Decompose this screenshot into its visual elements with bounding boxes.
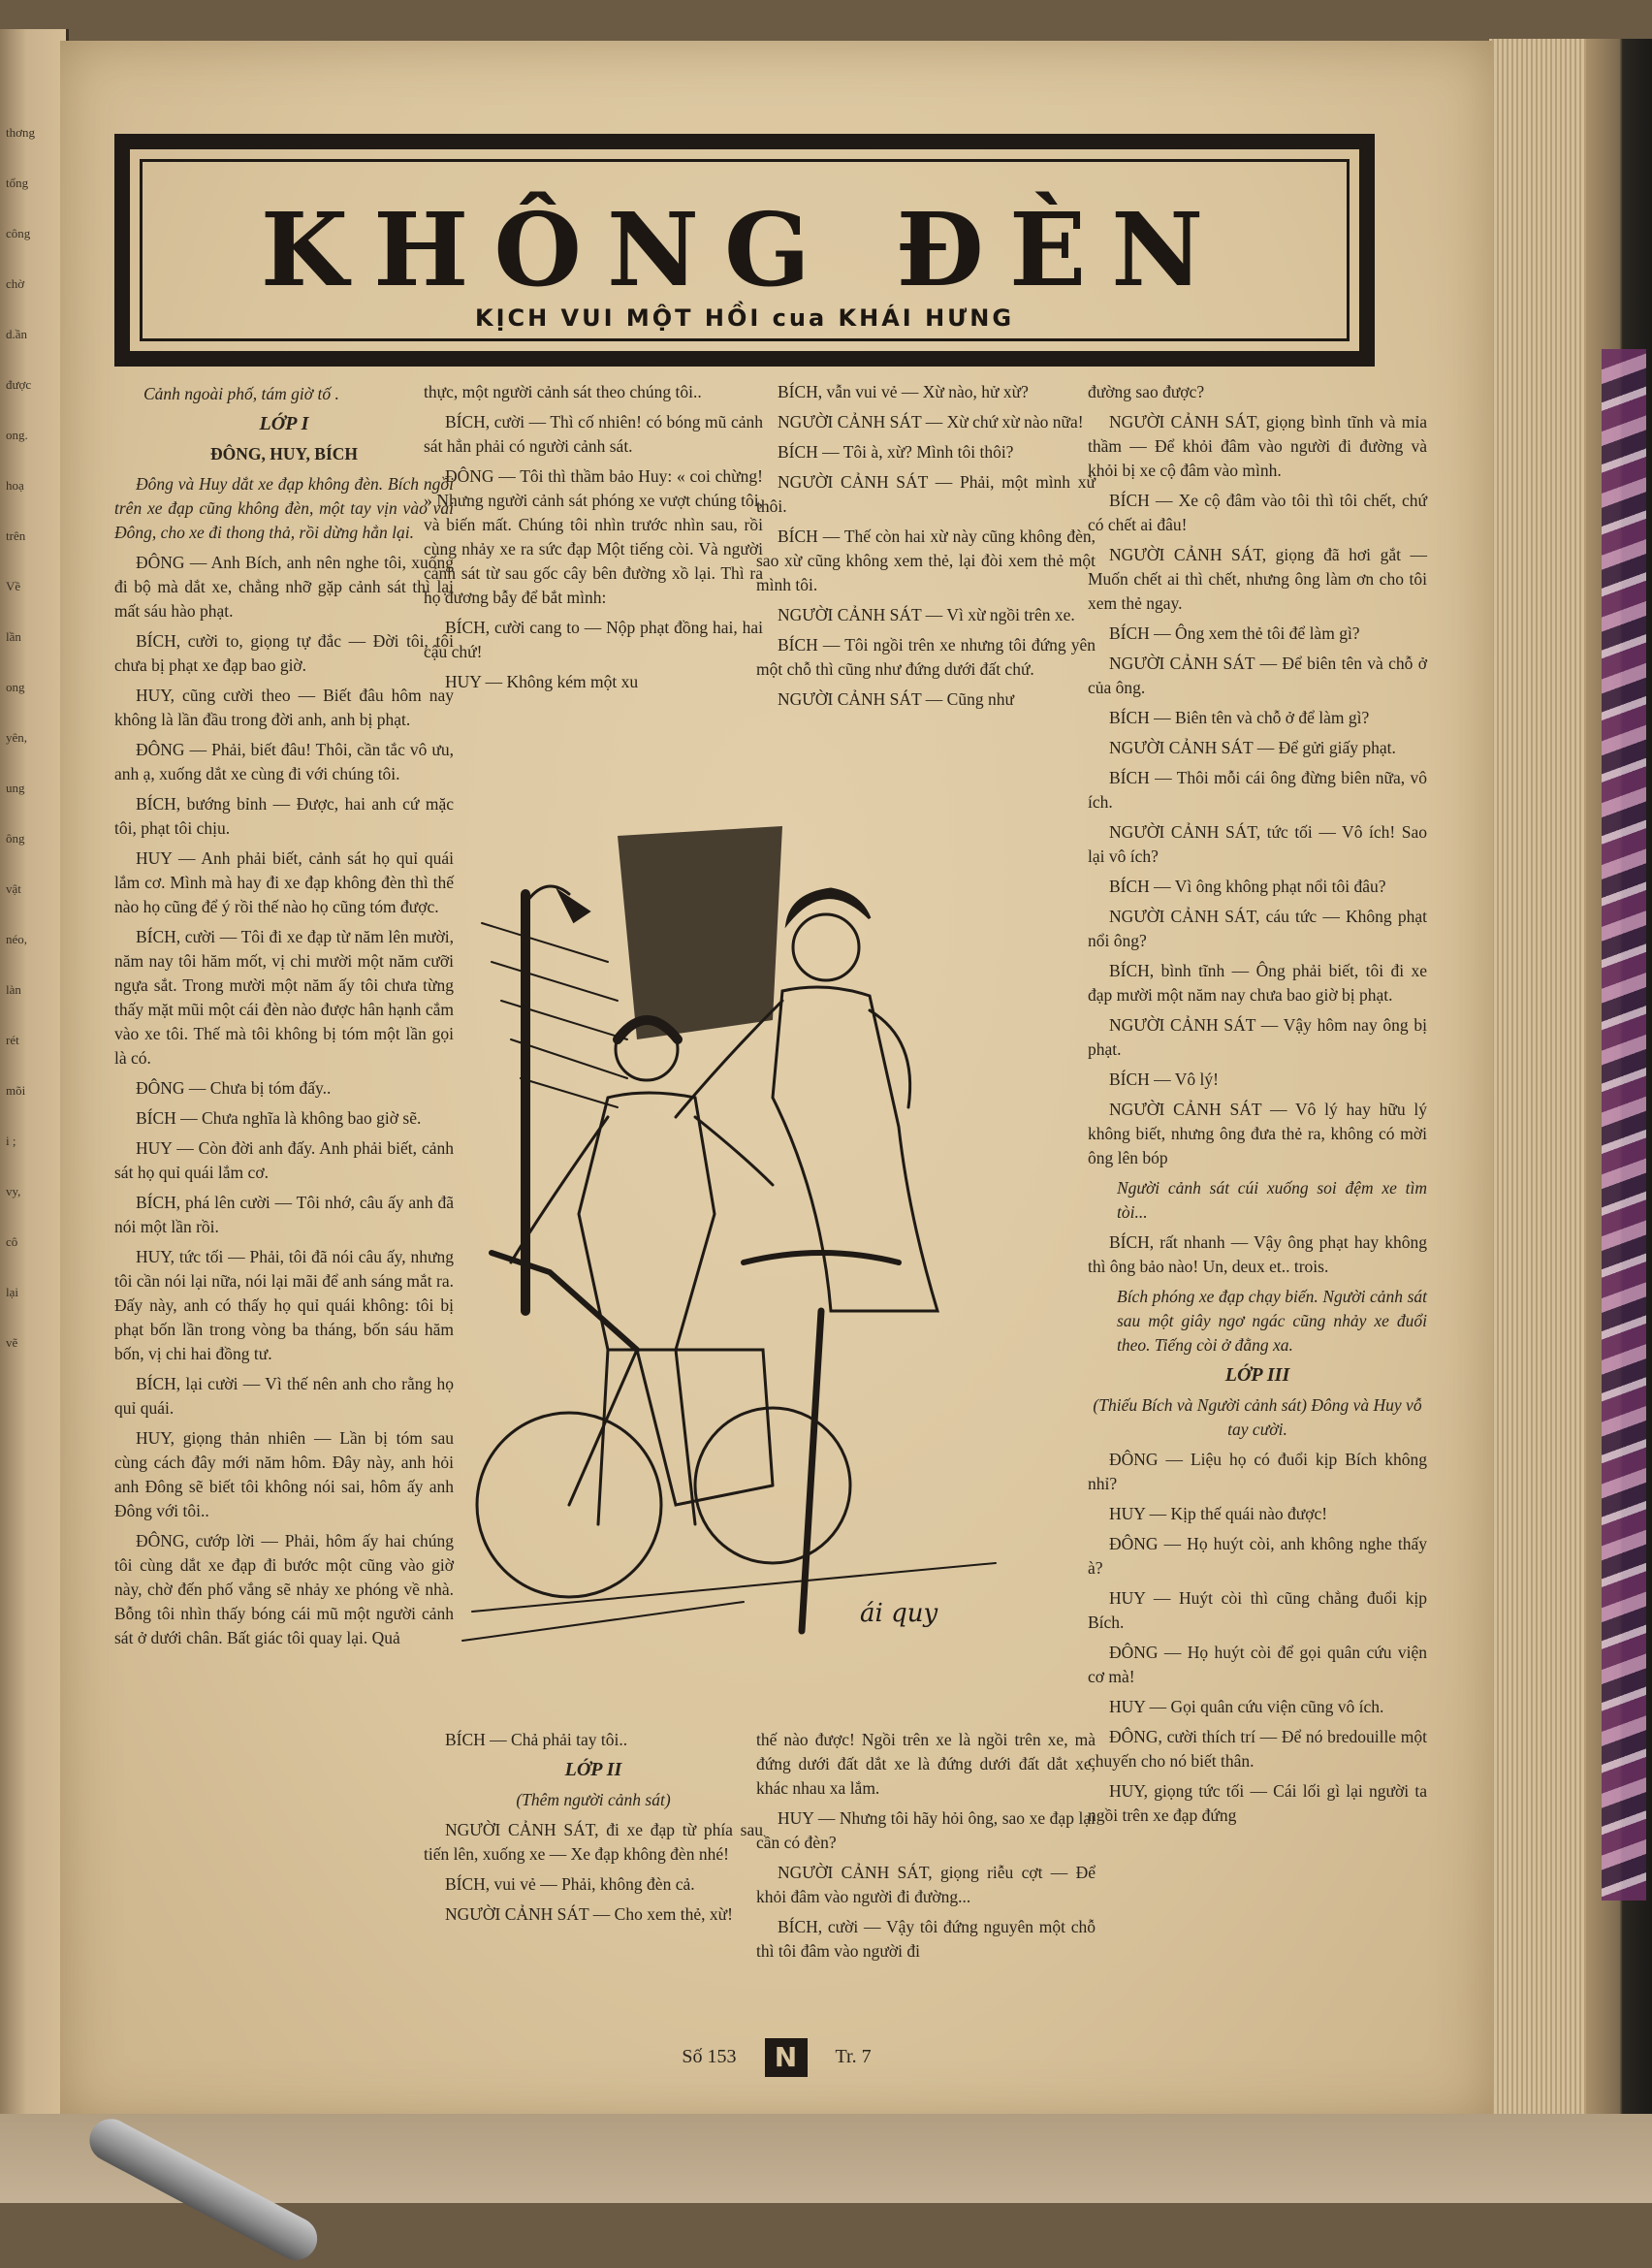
- edge-text-fragment: chờ: [6, 276, 25, 291]
- page-footer: [60, 2038, 1493, 2077]
- edge-text-fragment: lại: [6, 1285, 18, 1299]
- edge-text-fragment: yên,: [6, 730, 28, 745]
- dialogue-paragraph: ĐÔNG — Tôi thì thầm bảo Huy: « coi chừng! » Nhưng người cảnh sát phóng xe vượt chúng tôi, và biến mất. Chúng tôi nhìn trước nhìn sau, rồi cùng nhảy xe ra sức đạp Một tiếng còi. Và người cảnh sát từ sau gốc cây bên đường xồ lại. Thì ra họ đương bẫy để bắt mình:: [424, 466, 763, 607]
- page-title: KHÔNG ĐÈN: [260, 190, 1229, 309]
- dialogue-paragraph: HUY — Không kém một xu: [445, 672, 639, 691]
- dialogue-paragraph: ĐÔNG, cười thích trí — Để nó bredouille một chuyến cho nó biết thân.: [1088, 1727, 1427, 1771]
- dialogue-paragraph: NGƯỜI CẢNH SÁT — Xừ chứ xừ nào nữa!: [778, 412, 1084, 431]
- edge-text-fragment: ong: [6, 680, 25, 694]
- dialogue-paragraph: ĐÔNG — Anh Bích, anh nên nghe tôi, xuống đi bộ mà dắt xe, chẳng nhỡ gặp cảnh sát thì lại mất sáu hào phạt.: [114, 553, 454, 621]
- dialogue-paragraph: HUY — Kịp thế quái nào được!: [1109, 1504, 1328, 1523]
- illustration-bicycles: [453, 807, 1025, 1650]
- edge-text-fragment: mõi: [6, 1083, 26, 1098]
- page-subtitle: KỊCH VUI MỘT HỒI cua KHÁI HƯNG: [474, 304, 1015, 332]
- text-column-2: [424, 380, 763, 700]
- dialogue-paragraph: BÍCH — Vô lý!: [1109, 1070, 1219, 1089]
- text-column-3: [756, 380, 1096, 718]
- dialogue-paragraph: BÍCH — Vì ông không phạt nổi tôi đâu?: [1109, 877, 1386, 896]
- text-column-4: [1088, 380, 1427, 1834]
- dialogue-paragraph: HUY, giọng tức tối — Cái lối gì lại người ta ngồi trên xe đạp đứng: [1088, 1781, 1427, 1825]
- edge-text-fragment: lần: [6, 629, 21, 644]
- dialogue-paragraph: BÍCH — Thôi mỗi cái ông đừng biên nữa, vô ích.: [1088, 768, 1427, 812]
- dialogue-paragraph: thế nào được! Ngồi trên xe là ngồi trên xe, mà đứng dưới đất dắt xe là đứng dưới đất dắt xe, khác nhau xa lắm.: [756, 1730, 1096, 1798]
- dialogue-paragraph: NGƯỜI CẢNH SÁT — Cũng như: [778, 689, 1014, 709]
- book-page-block: [1489, 39, 1652, 2114]
- edge-text-fragment: công: [6, 226, 31, 240]
- dialogue-paragraph: BÍCH — Ông xem thẻ tôi để làm gì?: [1109, 623, 1360, 643]
- edge-text-fragment: trên: [6, 528, 26, 543]
- dialogue-paragraph: BÍCH, cười to, giọng tự đắc — Đời tôi, tôi chưa bị phạt xe đạp bao giờ.: [114, 631, 454, 675]
- stage-direction: (Thiếu Bích và Người cảnh sát) Đông và Huy vỗ tay cười.: [1093, 1395, 1422, 1439]
- page-number: Tr. 7: [835, 2045, 872, 2067]
- dialogue-paragraph: thực, một người cảnh sát theo chúng tôi..: [424, 382, 702, 401]
- edge-text-fragment: vật: [6, 881, 21, 896]
- magazine-logo: N: [765, 2038, 808, 2077]
- page-stack: [1489, 39, 1586, 2114]
- dialogue-paragraph: BÍCH — Biên tên và chỗ ở để làm gì?: [1109, 708, 1370, 727]
- edge-text-fragment: rét: [6, 1033, 19, 1047]
- edge-text-fragment: néo,: [6, 932, 28, 946]
- dialogue-paragraph: BÍCH, phá lên cười — Tôi nhớ, câu ấy anh đã nói một lần rồi.: [114, 1193, 454, 1236]
- dialogue-paragraph: ĐÔNG — Liệu họ có đuổi kịp Bích không nhỉ?: [1088, 1450, 1427, 1493]
- dialogue-paragraph: BÍCH, cười cang to — Nộp phạt đồng hai, hai cậu chứ!: [424, 618, 763, 661]
- dialogue-paragraph: BÍCH, bình tĩnh — Ông phải biết, tôi đi xe đạp mười một năm nay chưa bao giờ bị phạt.: [1088, 961, 1427, 1005]
- dialogue-paragraph: BÍCH, cười — Thì cố nhiên! có bóng mũ cảnh sát hẳn phải có người cảnh sát.: [424, 412, 763, 456]
- dialogue-paragraph: HUY — Huýt còi thì cũng chẳng đuổi kịp Bích.: [1088, 1588, 1427, 1632]
- dialogue-paragraph: BÍCH — Chưa nghĩa là không bao giờ sẽ.: [136, 1108, 422, 1128]
- dialogue-paragraph: NGƯỜI CẢNH SÁT, giọng riễu cợt — Để khỏi đâm vào người đi đường...: [756, 1863, 1096, 1906]
- stage-direction: Người cảnh sát cúi xuống soi đệm xe tìm tòi...: [1117, 1178, 1427, 1222]
- edge-text-fragment: d.ần: [6, 327, 28, 341]
- marbled-edge: [1602, 349, 1646, 1901]
- edge-text-fragment: vy,: [6, 1184, 21, 1198]
- issue-number: Số 153: [682, 2045, 737, 2067]
- dialogue-paragraph: ĐÔNG — Phải, biết đâu! Thôi, cần tắc vô ưu, anh ạ, xuống dắt xe cùng đi với chúng tôi.: [114, 740, 454, 783]
- dialogue-paragraph: ĐÔNG — Chưa bị tóm đấy..: [136, 1078, 332, 1098]
- text-column-3-bottom: [756, 1728, 1096, 1969]
- dialogue-paragraph: BÍCH — Tôi à, xừ? Mình tôi thôi?: [778, 442, 1014, 462]
- dialogue-paragraph: HUY — Còn đời anh đấy. Anh phải biết, cảnh sát họ quỉ quái lắm cơ.: [114, 1138, 454, 1182]
- dialogue-paragraph: HUY — Gọi quân cứu viện cũng vô ích.: [1109, 1697, 1384, 1716]
- edge-text-fragment: ông: [6, 831, 25, 846]
- stage-direction: (Thêm người cảnh sát): [516, 1790, 671, 1809]
- stage-direction: Bích phóng xe đạp chạy biến. Người cảnh sát sau một giây ngơ ngác cũng nhảy xe đuổi theo. Tiếng còi ở đằng xa.: [1117, 1287, 1427, 1355]
- left-page-edge: [0, 29, 69, 2114]
- edge-text-fragment: được: [6, 377, 32, 392]
- dialogue-paragraph: BÍCH — Chả phải tay tôi..: [445, 1730, 628, 1749]
- stage-direction: Cảnh ngoài phố, tám giờ tố .: [143, 384, 339, 403]
- edge-text-fragment: vẽ: [6, 1335, 18, 1350]
- edge-text-fragment: tổng: [6, 176, 29, 190]
- dialogue-paragraph: NGƯỜI CẢNH SÁT, đi xe đạp từ phía sau tiến lên, xuống xe — Xe đạp không đèn nhé!: [424, 1820, 763, 1864]
- dialogue-paragraph: đường sao được?: [1088, 382, 1205, 401]
- edge-text-fragment: hoạ: [6, 478, 24, 493]
- dialogue-paragraph: BÍCH, rất nhanh — Vậy ông phạt hay không thì ông bảo nào! Un, deux et.. trois.: [1088, 1232, 1427, 1276]
- edge-text-fragment: Về: [6, 579, 21, 593]
- dialogue-paragraph: HUY — Anh phải biết, cảnh sát họ quỉ quái lắm cơ. Mình mà hay đi xe đạp không đèn thì thế nào họ cũng để ý rồi thế nào họ cũng tóm được.: [114, 848, 454, 916]
- dialogue-paragraph: ĐÔNG — Họ huýt còi, anh không nghe thấy à?: [1088, 1534, 1427, 1578]
- dialogue-paragraph: ĐÔNG, cướp lời — Phải, hôm ấy hai chúng tôi cùng dắt xe đạp đi bước một cũng vào giờ này, chờ đến phố vắng sẽ nhảy xe phóng về nhà. Bỗng tôi nhìn thấy bóng cái mũ một người cảnh sát ở dưới chân. Bất giác tôi quay lại. Quả: [114, 1531, 454, 1647]
- edge-text-fragment: i ;: [6, 1134, 16, 1148]
- dialogue-paragraph: HUY, tức tối — Phải, tôi đã nói câu ấy, nhưng tôi cần nói lại nữa, nói lại mãi để anh sáng mắt ra. Đấy này, anh có thấy họ quỉ quái không: tôi bị phạt bốn lần trong vòng ba tháng, bốn sáu hăm bốn, vị chi hai đồng tư.: [114, 1247, 454, 1363]
- dialogue-paragraph: HUY, cũng cười theo — Biết đâu hôm nay không là lần đầu trong đời anh, anh bị phạt.: [114, 686, 454, 729]
- dialogue-paragraph: BÍCH, vui vẻ — Phải, không đèn cả.: [445, 1874, 695, 1894]
- scene-heading: LỚP II: [564, 1759, 622, 1780]
- edge-text-fragment: cô: [6, 1234, 18, 1249]
- dialogue-paragraph: BÍCH — Tôi ngồi trên xe nhưng tôi đứng yên một chỗ thì cũng như đứng dưới đất chứ.: [756, 635, 1096, 679]
- dialogue-paragraph: NGƯỜI CẢNH SÁT, giọng bình tĩnh và mỉa thầm — Để khỏi đâm vào người đi đường và khỏi bị xe cộ đâm vào mình.: [1088, 412, 1427, 480]
- text-column-1: [114, 382, 454, 1656]
- dialogue-paragraph: BÍCH, vẫn vui vẻ — Xừ nào, hử xừ?: [778, 382, 1029, 401]
- dialogue-paragraph: ĐÔNG — Họ huýt còi để gọi quân cứu viện cơ mà!: [1088, 1643, 1427, 1686]
- dialogue-paragraph: NGƯỜI CẢNH SÁT, tức tối — Vô ích! Sao lại vô ích?: [1088, 822, 1427, 866]
- edge-text-fragment: làn: [6, 982, 21, 997]
- illustrator-signature: ái quy: [860, 1599, 938, 1628]
- dialogue-paragraph: NGƯỜI CẢNH SÁT — Cho xem thẻ, xừ!: [445, 1904, 733, 1924]
- dialogue-paragraph: Đông và Huy dắt xe đạp không đèn. Bích ngồi trên xe đạp cũng không đèn, một tay vịn vào vai Đông, cho xe đi thong thả, rồi dừng hẳn lại.: [114, 474, 454, 542]
- dialogue-paragraph: NGƯỜI CẢNH SÁT — Vì xừ ngồi trên xe.: [778, 605, 1075, 624]
- dialogue-paragraph: HUY — Nhưng tôi hãy hỏi ông, sao xe đạp lại cần có đèn?: [756, 1808, 1096, 1852]
- dialogue-paragraph: NGƯỜI CẢNH SÁT — Phải, một mình xừ thôi.: [756, 472, 1096, 516]
- dialogue-paragraph: NGƯỜI CẢNH SÁT, giọng đã hơi gắt — Muốn chết ai thì chết, nhưng ông làm ơn cho tôi xem thẻ ngay.: [1088, 545, 1427, 613]
- title-frame: [114, 134, 1375, 367]
- dialogue-paragraph: NGƯỜI CẢNH SÁT — Để gửi giấy phạt.: [1109, 738, 1396, 757]
- scene-heading: LỚP III: [1224, 1364, 1290, 1386]
- text-column-2-bottom: [424, 1728, 763, 1933]
- edge-text-fragment: ong.: [6, 428, 28, 442]
- magazine-page: [60, 41, 1493, 2125]
- dialogue-paragraph: BÍCH, cười — Tôi đi xe đạp từ năm lên mười, năm nay tôi hăm mốt, vị chi mười một năm cưỡi ngựa sắt. Trong mười một năm ấy tôi chưa từng thấy mặt mũi một cái đèn nào được hân hạnh cắm vào xe tôi. Thế mà tôi không bị tóm một lần gọi là có.: [114, 927, 454, 1068]
- edge-text-fragment: ung: [6, 781, 25, 795]
- dialogue-paragraph: BÍCH — Thế còn hai xừ này cũng không đèn, sao xừ cũng không xem thẻ, lại đòi xem thẻ một mình tôi.: [756, 527, 1096, 594]
- scene-heading: LỚP I: [259, 413, 309, 434]
- dialogue-paragraph: BÍCH, cười — Vậy tôi đứng nguyên một chỗ thì tôi đâm vào người đi: [756, 1917, 1096, 1961]
- dialogue-paragraph: NGƯỜI CẢNH SÁT, cáu tức — Không phạt nổi ông?: [1088, 907, 1427, 950]
- dialogue-paragraph: NGƯỜI CẢNH SÁT — Vô lý hay hữu lý không biết, nhưng ông đưa thẻ ra, không có mời ông lên bóp: [1088, 1100, 1427, 1167]
- dialogue-paragraph: BÍCH — Xe cộ đâm vào tôi thì tôi chết, chứ có chết ai đâu!: [1088, 491, 1427, 534]
- dialogue-paragraph: ĐÔNG, HUY, BÍCH: [209, 444, 358, 463]
- dialogue-paragraph: BÍCH, lại cười — Vì thế nên anh cho rằng họ quỉ quái.: [114, 1374, 454, 1418]
- dialogue-paragraph: BÍCH, bướng bỉnh — Được, hai anh cứ mặc tôi, phạt tôi chịu.: [114, 794, 454, 838]
- dialogue-paragraph: NGƯỜI CẢNH SÁT — Vậy hôm nay ông bị phạt.: [1088, 1015, 1427, 1059]
- edge-text-fragment: thơng: [6, 125, 35, 140]
- dialogue-paragraph: NGƯỜI CẢNH SÁT — Để biên tên và chỗ ở của ông.: [1088, 654, 1427, 697]
- dialogue-paragraph: HUY, giọng thản nhiên — Lần bị tóm sau cùng cách đây mới năm hôm. Đây này, anh hỏi anh Đông sẽ biết tôi không nói sai, hôm ấy anh Đông với tôi..: [114, 1428, 454, 1520]
